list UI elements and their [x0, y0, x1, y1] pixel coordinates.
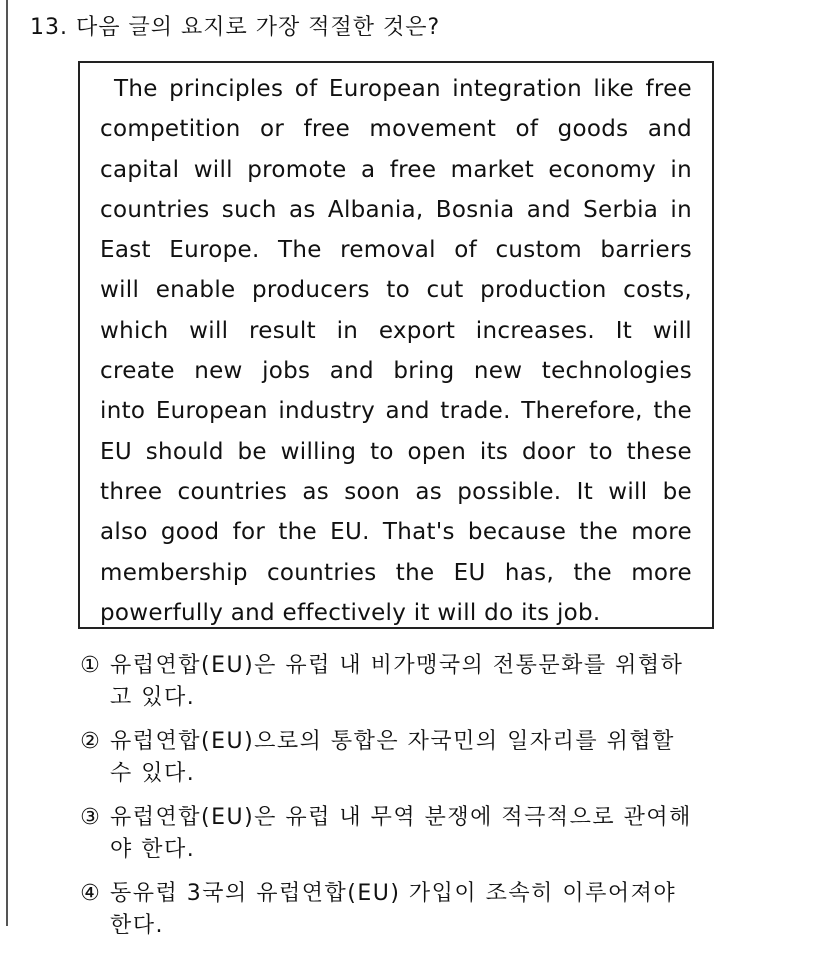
passage-line: powerfully and effectively it will do its job. — [100, 599, 601, 626]
option-number: ④ — [80, 881, 100, 906]
answer-option-3[interactable] — [76, 802, 776, 866]
option-text-line: 유럽연합(EU)으로의 통합은 자국민의 일자리를 위협할 — [110, 729, 675, 754]
passage-line: create new jobs and bring new technologies — [100, 358, 692, 385]
passage-line: membership countries the EU has, the more — [100, 559, 692, 586]
passage-line: into European industry and trade. Therefore, the — [100, 398, 692, 425]
answer-option-1[interactable] — [76, 650, 776, 714]
passage-line: competition or free movement of goods and — [100, 116, 692, 143]
passage-line: The principles of European integration like free — [114, 76, 692, 102]
option-text-line: 한다. — [110, 913, 164, 938]
option-text-line: 유럽연합(EU)은 유럽 내 비가맹국의 전통문화를 위협하 — [110, 653, 684, 678]
option-text-line: 야 한다. — [110, 837, 196, 862]
answer-option-4[interactable] — [76, 878, 776, 942]
question-heading: 13. 다음 글의 요지로 가장 적절한 것은? — [30, 15, 441, 40]
answer-options — [76, 650, 776, 954]
passage-line: will enable producers to cut production costs, — [100, 277, 692, 304]
passage-box — [78, 61, 714, 629]
passage-line: East Europe. The removal of custom barriers — [100, 237, 692, 264]
option-text-line: 수 있다. — [110, 761, 196, 786]
option-text-line: 동유럽 3국의 유럽연합(EU) 가입이 조속히 이루어져야 — [110, 881, 677, 906]
option-text-line: 고 있다. — [110, 685, 196, 710]
passage-line: capital will promote a free market economy in — [100, 156, 692, 183]
option-number: ③ — [80, 805, 100, 830]
passage-line: three countries as soon as possible. It will be — [100, 478, 692, 505]
left-border-rule — [6, 0, 8, 926]
passage-line: EU should be willing to open its door to these — [100, 438, 692, 465]
passage-line: which will result in export increases. It will — [100, 317, 692, 344]
passage-line: also good for the EU. That's because the more — [100, 519, 692, 546]
option-text-line: 유럽연합(EU)은 유럽 내 무역 분쟁에 적극적으로 관여해 — [110, 805, 692, 830]
option-number: ② — [80, 729, 100, 754]
option-number: ① — [80, 653, 100, 678]
passage-line: countries such as Albania, Bosnia and Serbia in — [100, 196, 692, 223]
answer-option-2[interactable] — [76, 726, 776, 790]
